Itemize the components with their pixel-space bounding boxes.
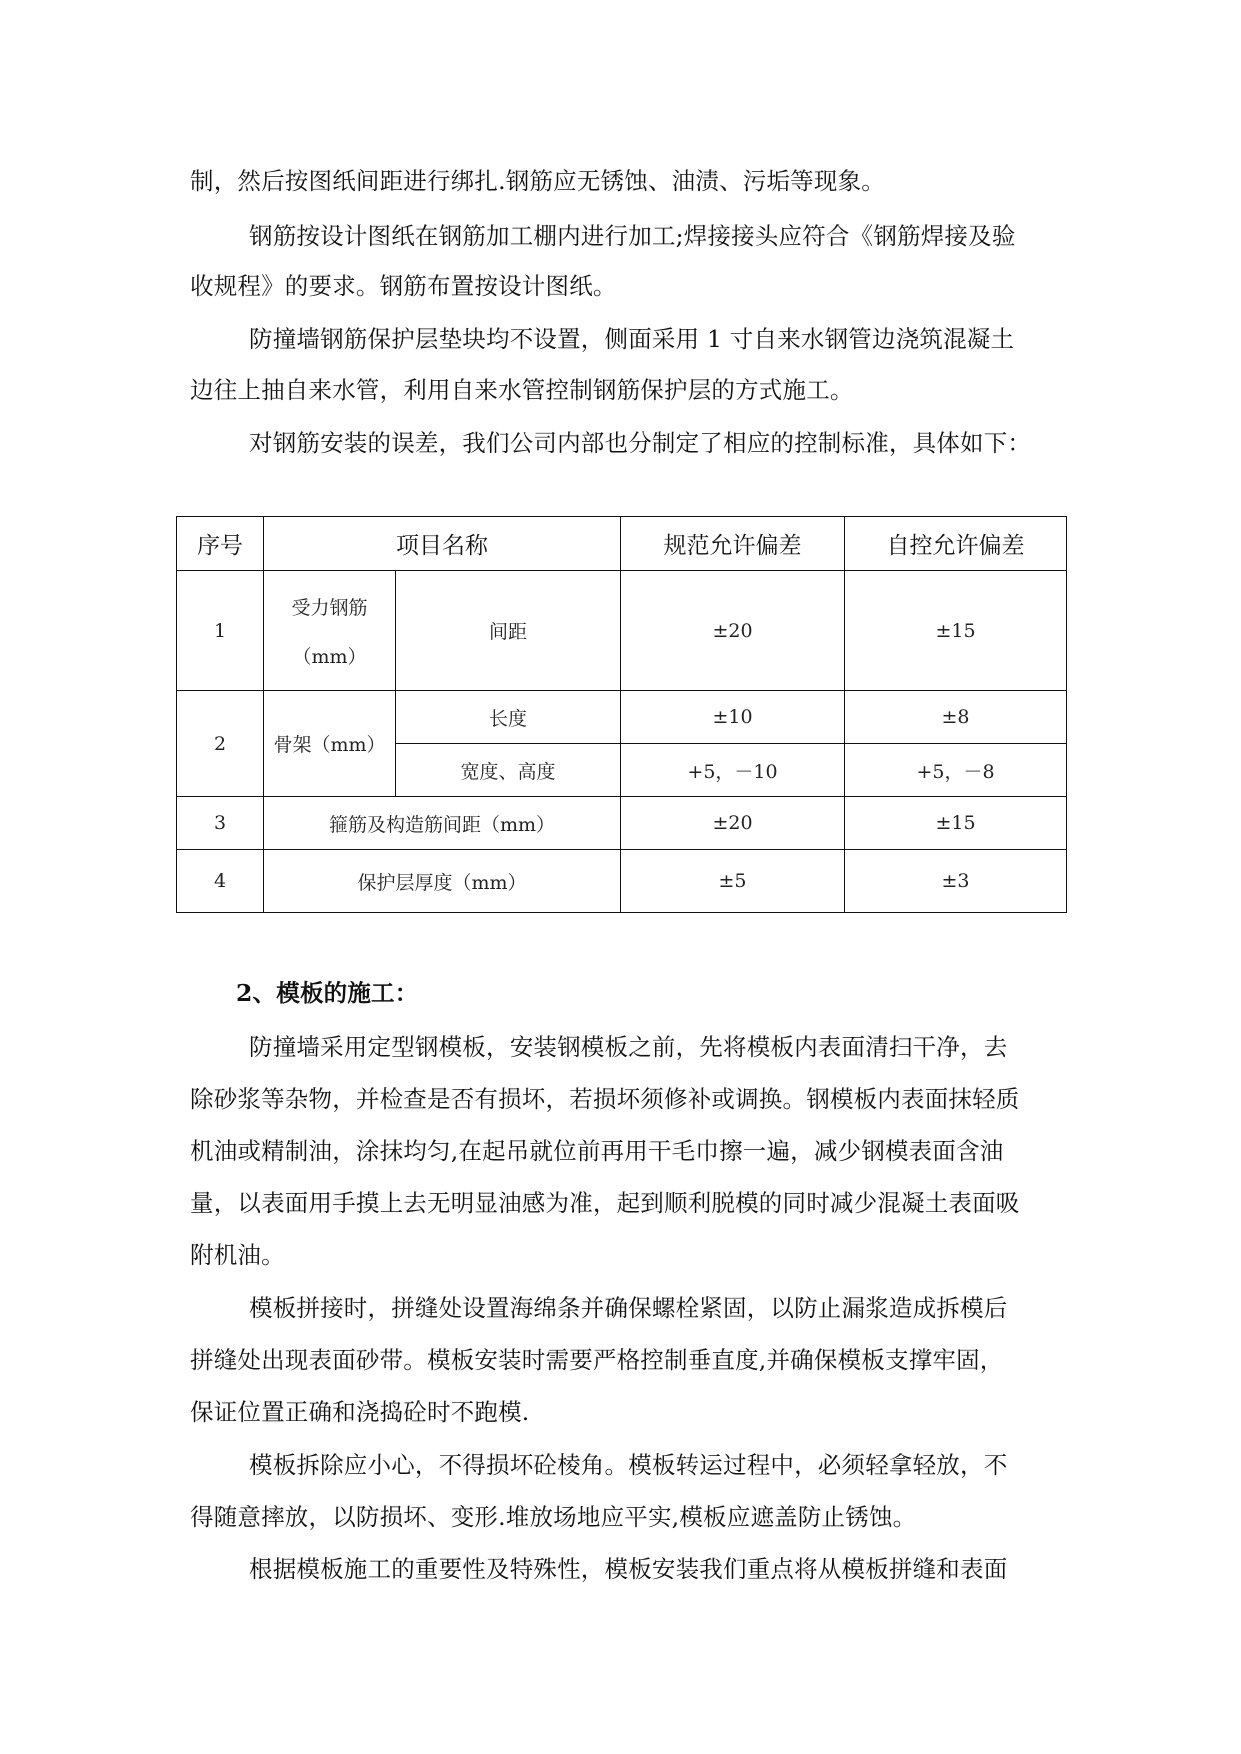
row-no: 2	[177, 691, 264, 797]
row-item: 保护层厚度（mm）	[264, 850, 621, 913]
paragraph-line: 得随意摔放，以防损坏、变形.堆放场地应平实,模板应遮盖防止锈蚀。	[190, 1503, 917, 1531]
row-self: ±3	[845, 850, 1067, 913]
paragraph-line: 制，然后按图纸间距进行绑扎.钢筋应无锈蚀、油渍、污垢等现象。	[190, 167, 885, 195]
paragraph-line: 机油或精制油，涂抹均匀,在起吊就位前再用干毛巾擦一遍，减少钢模表面含油	[190, 1137, 1004, 1165]
row-subitem: 长度	[396, 691, 621, 744]
row-spec: ±20	[621, 797, 845, 850]
row-group: 骨架（mm）	[264, 691, 396, 797]
table-row	[177, 797, 1067, 850]
paragraph-line: 对钢筋安装的误差，我们公司内部也分制定了相应的控制标准，具体如下：	[249, 429, 1032, 457]
row-item: 箍筋及构造筋间距（mm）	[264, 797, 621, 850]
paragraph-line: 拼缝处出现表面砂带。模板安装时需要严格控制垂直度,并确保模板支撑牢固，	[190, 1346, 1004, 1374]
paragraph-line: 除砂浆等杂物，并检查是否有损坏，若损坏须修补或调换。钢模板内表面抹轻质	[190, 1085, 1020, 1113]
header-item: 项目名称	[264, 517, 621, 571]
table-row	[177, 571, 1067, 691]
row-spec: ±20	[621, 571, 845, 691]
paragraph-line: 附机油。	[190, 1241, 285, 1269]
header-no: 序号	[177, 517, 264, 571]
deviation-table	[176, 516, 1067, 913]
paragraph-line: 防撞墙钢筋保护层垫块均不设置，侧面采用 1 寸自来水钢管边浇筑混凝土	[249, 325, 1015, 353]
header-spec: 规范允许偏差	[621, 517, 845, 571]
paragraph-line: 量，以表面用手摸上去无明显油感为准，起到顺利脱模的同时减少混凝土表面吸	[190, 1189, 1020, 1217]
row-no: 1	[177, 571, 264, 691]
row-spec: ±5	[621, 850, 845, 913]
row-no: 4	[177, 850, 264, 913]
group-label: 受力钢筋	[291, 596, 368, 619]
paragraph-line: 防撞墙采用定型钢模板，安装钢模板之前，先将模板内表面清扫干净，去	[249, 1033, 1008, 1061]
paragraph-line: 保证位置正确和浇捣砼时不跑模.	[190, 1398, 530, 1426]
paragraph-line: 边往上抽自来水管，利用自来水管控制钢筋保护层的方式施工。	[190, 376, 854, 404]
section-heading: 2、模板的施工：	[236, 979, 419, 1007]
table-header-row	[177, 517, 1067, 571]
table-row	[177, 691, 1067, 744]
row-self: ±8	[845, 691, 1067, 744]
row-group	[264, 571, 396, 691]
row-subitem: 宽度、高度	[396, 744, 621, 797]
row-spec: ±10	[621, 691, 845, 744]
paragraph-line: 收规程》的要求。钢筋布置按设计图纸。	[190, 272, 617, 300]
table-row	[177, 850, 1067, 913]
paragraph-line: 模板拼接时，拼缝处设置海绵条并确保螺栓紧固，以防止漏浆造成拆模后	[249, 1294, 1008, 1322]
row-subitem: 间距	[396, 571, 621, 691]
row-self: ±15	[845, 571, 1067, 691]
row-no: 3	[177, 797, 264, 850]
group-unit: （mm）	[292, 645, 367, 668]
paragraph-line: 模板拆除应小心，不得损坏砼棱角。模板转运过程中，必须轻拿轻放，不	[249, 1451, 1008, 1479]
row-spec: +5，－10	[621, 744, 845, 797]
row-self: +5，－8	[845, 744, 1067, 797]
row-self: ±15	[845, 797, 1067, 850]
header-self: 自控允许偏差	[845, 517, 1067, 571]
paragraph-line: 根据模板施工的重要性及特殊性，模板安装我们重点将从模板拼缝和表面	[249, 1555, 1008, 1583]
paragraph-line: 钢筋按设计图纸在钢筋加工棚内进行加工;焊接接头应符合《钢筋焊接及验	[249, 222, 1016, 250]
